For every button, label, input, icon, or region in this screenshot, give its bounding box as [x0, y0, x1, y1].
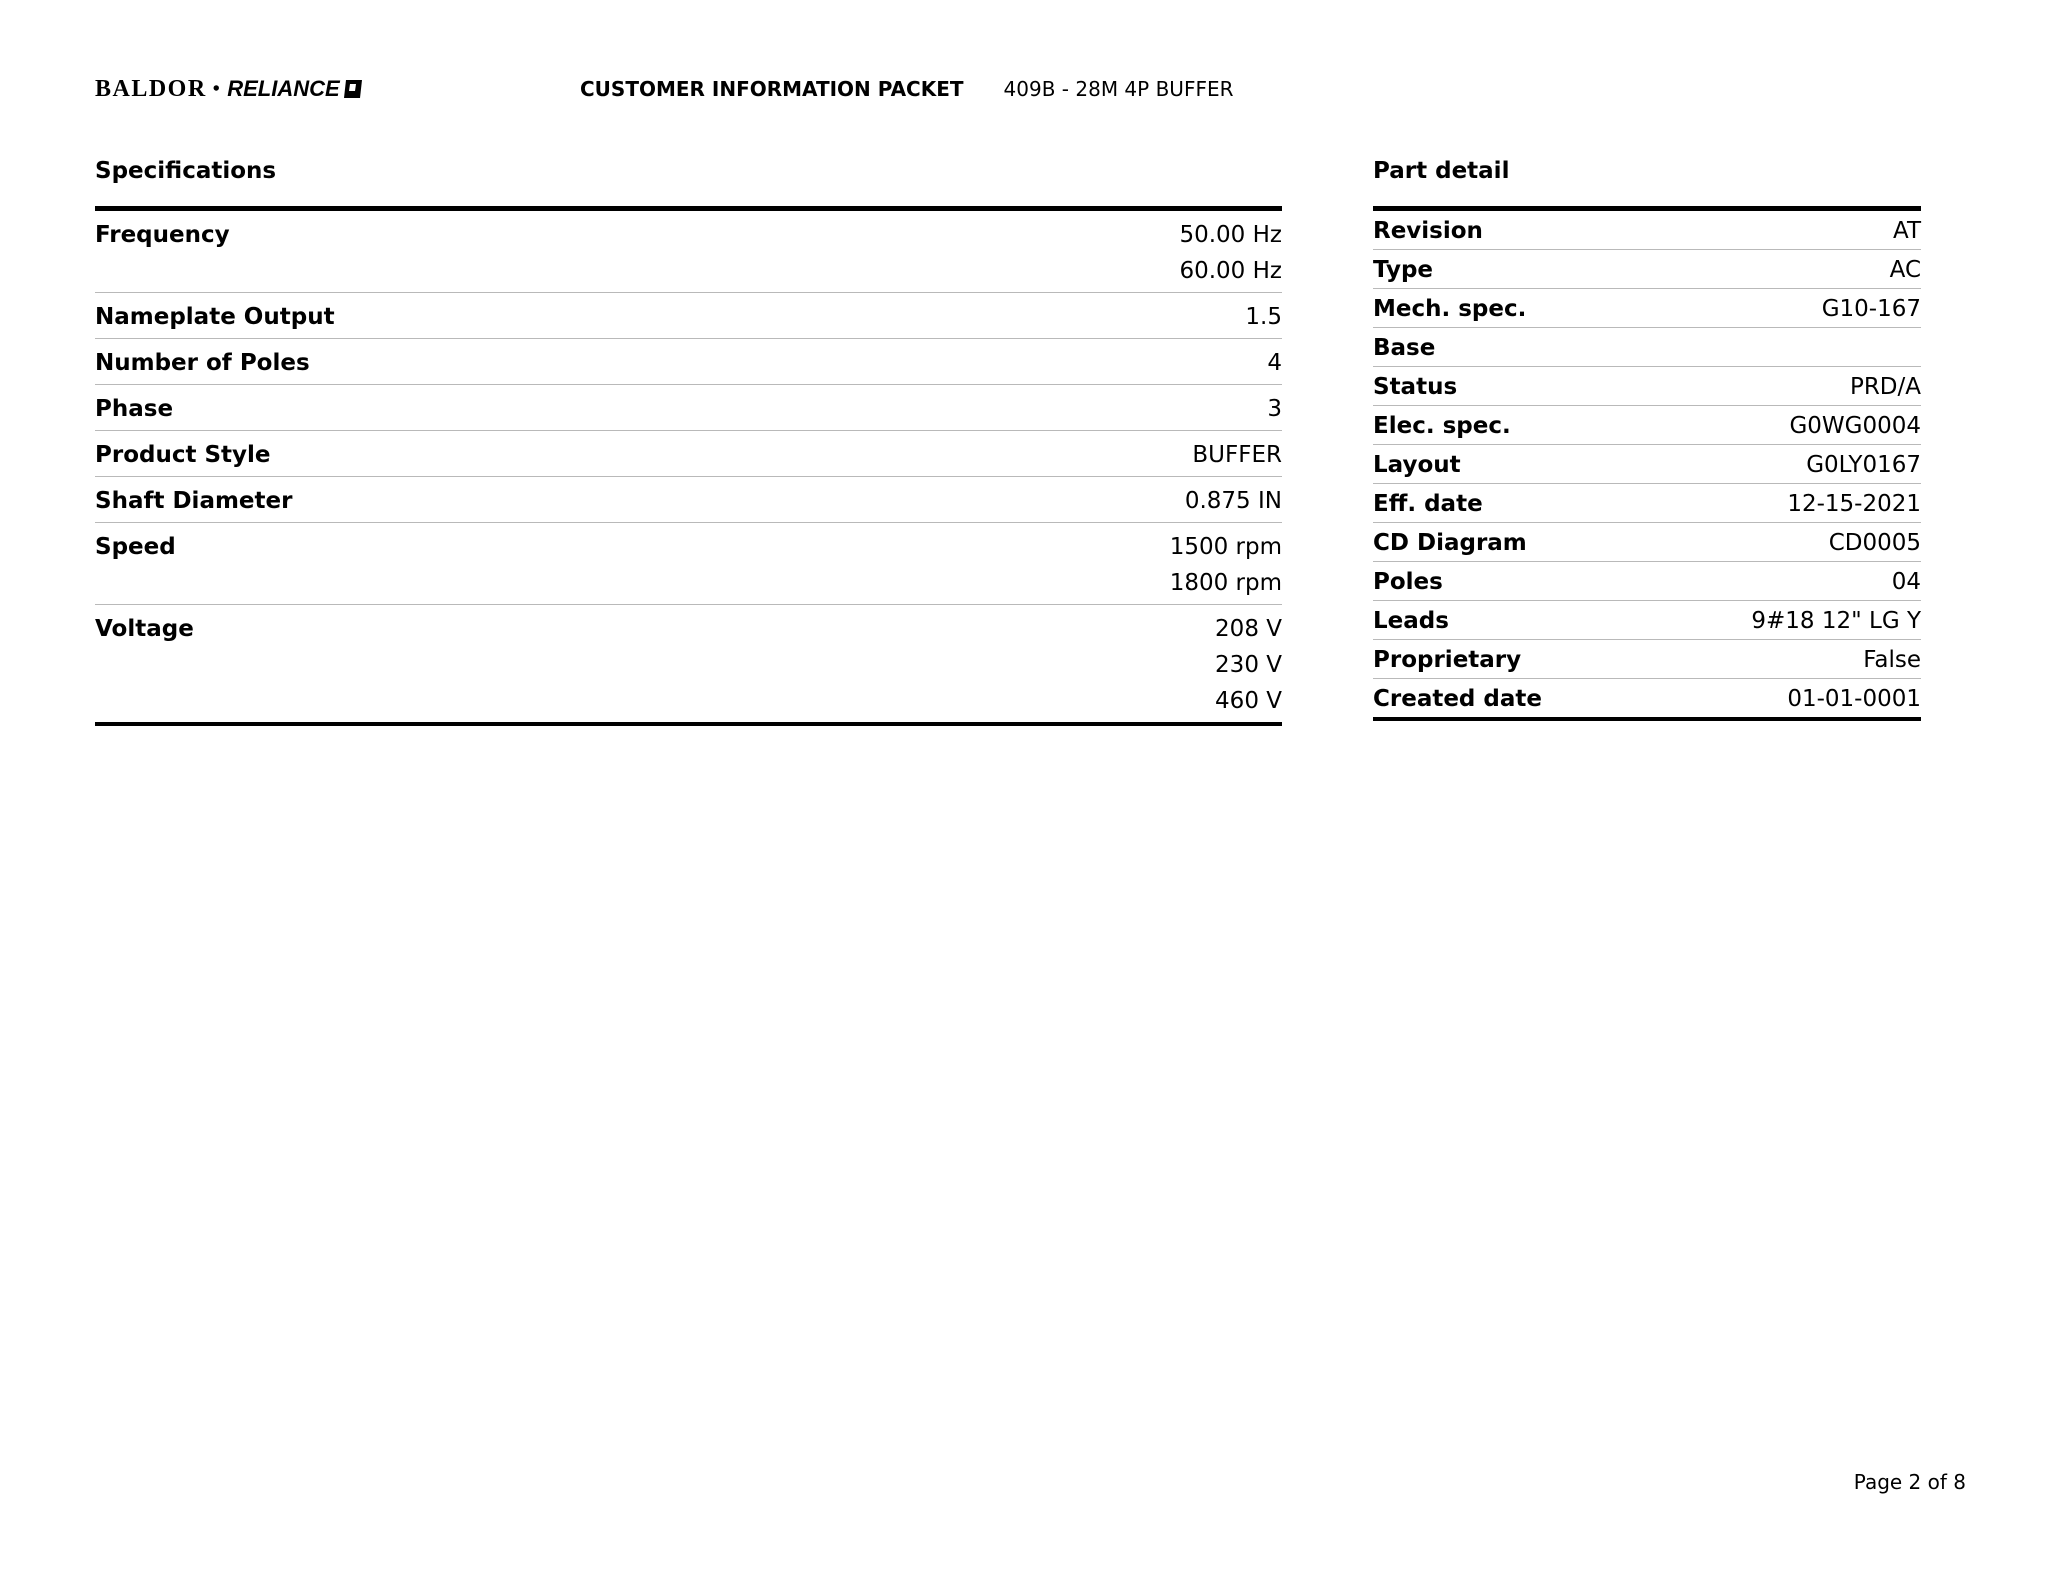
spec-row — [95, 523, 1282, 605]
part-values — [1787, 681, 1921, 717]
spec-label: Voltage — [95, 616, 194, 642]
part-value — [1914, 330, 1921, 366]
part-detail-title: Part detail — [1373, 158, 1510, 184]
part-row — [1373, 406, 1921, 445]
spec-label: Phase — [95, 396, 174, 422]
part-row — [1373, 640, 1921, 679]
spec-row — [95, 385, 1282, 431]
spec-value: 0.875 IN — [1184, 488, 1282, 514]
part-row — [1373, 328, 1921, 367]
spec-label: Number of Poles — [95, 350, 310, 376]
spec-values — [1185, 483, 1282, 519]
part-value: G0WG0004 — [1789, 413, 1921, 439]
specifications-table — [95, 206, 1282, 726]
part-value: 04 — [1891, 569, 1921, 595]
document-title: CUSTOMER INFORMATION PACKET — [580, 77, 964, 101]
part-label: Base — [1373, 335, 1436, 361]
part-label: Mech. spec. — [1373, 296, 1527, 322]
part-label: Revision — [1373, 218, 1483, 244]
spec-label: Frequency — [95, 222, 230, 248]
spec-value: 50.00 Hz — [1179, 222, 1282, 248]
document-subtitle: 409B - 28M 4P BUFFER — [1003, 77, 1234, 101]
spec-label: Speed — [95, 534, 176, 560]
part-row — [1373, 289, 1921, 328]
part-label: Type — [1373, 257, 1434, 283]
part-value: PRD/A — [1849, 374, 1921, 400]
part-values — [1789, 408, 1921, 444]
spec-label: Shaft Diameter — [95, 488, 293, 514]
logo-reliance-text: RELIANCE — [227, 76, 340, 101]
part-values — [1893, 213, 1921, 249]
spec-values — [1192, 437, 1282, 473]
part-row — [1373, 367, 1921, 406]
part-values — [1829, 525, 1921, 561]
page-header — [95, 72, 1233, 106]
part-label: Created date — [1373, 686, 1542, 712]
part-value: AT — [1893, 218, 1921, 244]
part-row — [1373, 679, 1921, 717]
spec-value: 208 V — [1215, 616, 1282, 642]
part-value: AC — [1889, 257, 1921, 283]
spec-value: 1800 rpm — [1169, 570, 1282, 596]
part-label: Poles — [1373, 569, 1443, 595]
baldor-reliance-logo — [95, 76, 440, 103]
part-row — [1373, 211, 1921, 250]
part-values — [1890, 252, 1921, 288]
part-label: Layout — [1373, 452, 1461, 478]
part-value: False — [1863, 647, 1921, 673]
part-values — [1892, 564, 1921, 600]
spec-row — [95, 605, 1282, 722]
logo-baldor-text: BALDOR — [95, 75, 207, 102]
spec-label: Nameplate Output — [95, 304, 335, 330]
part-values — [1787, 486, 1921, 522]
spec-label: Product Style — [95, 442, 271, 468]
page-number: Page 2 of 8 — [1853, 1470, 1966, 1494]
part-value: CD0005 — [1828, 530, 1921, 556]
part-values — [1863, 642, 1921, 678]
part-row — [1373, 601, 1921, 640]
part-value: 12-15-2021 — [1787, 491, 1921, 517]
part-detail-table — [1373, 206, 1921, 721]
part-values — [1751, 603, 1921, 639]
spec-values — [1245, 299, 1282, 335]
logo-mark-icon — [343, 79, 363, 99]
part-label: Leads — [1373, 608, 1449, 634]
specifications-title: Specifications — [95, 158, 277, 184]
part-label: Eff. date — [1373, 491, 1483, 517]
spec-value: 230 V — [1215, 652, 1282, 678]
part-row — [1373, 523, 1921, 562]
spec-value: 1500 rpm — [1169, 534, 1282, 560]
spec-value: 4 — [1267, 350, 1282, 376]
spec-value: 3 — [1267, 396, 1282, 422]
part-label: Elec. spec. — [1373, 413, 1511, 439]
part-values — [1914, 330, 1921, 366]
spec-values — [1267, 391, 1282, 427]
part-row — [1373, 250, 1921, 289]
part-row — [1373, 484, 1921, 523]
part-value: G0LY0167 — [1806, 452, 1921, 478]
part-value: G10-167 — [1821, 296, 1921, 322]
spec-values — [1170, 529, 1282, 601]
spec-values — [1215, 611, 1282, 719]
part-values — [1822, 291, 1921, 327]
part-label: Status — [1373, 374, 1458, 400]
part-values — [1806, 447, 1921, 483]
spec-row — [95, 211, 1282, 293]
logo-separator: • — [212, 77, 222, 100]
spec-value: 60.00 Hz — [1179, 258, 1282, 284]
part-value: 01-01-0001 — [1787, 686, 1921, 712]
spec-values — [1179, 217, 1282, 289]
spec-value: 460 V — [1215, 688, 1282, 714]
spec-value: 1.5 — [1245, 304, 1282, 330]
spec-value: BUFFER — [1192, 442, 1282, 468]
part-row — [1373, 562, 1921, 601]
part-row — [1373, 445, 1921, 484]
spec-values — [1267, 345, 1282, 381]
spec-row — [95, 293, 1282, 339]
part-values — [1850, 369, 1921, 405]
spec-row — [95, 339, 1282, 385]
part-value: 9#18 12" LG Y — [1751, 608, 1921, 634]
part-label: CD Diagram — [1373, 530, 1527, 556]
spec-row — [95, 477, 1282, 523]
spec-row — [95, 431, 1282, 477]
part-label: Proprietary — [1373, 647, 1522, 673]
